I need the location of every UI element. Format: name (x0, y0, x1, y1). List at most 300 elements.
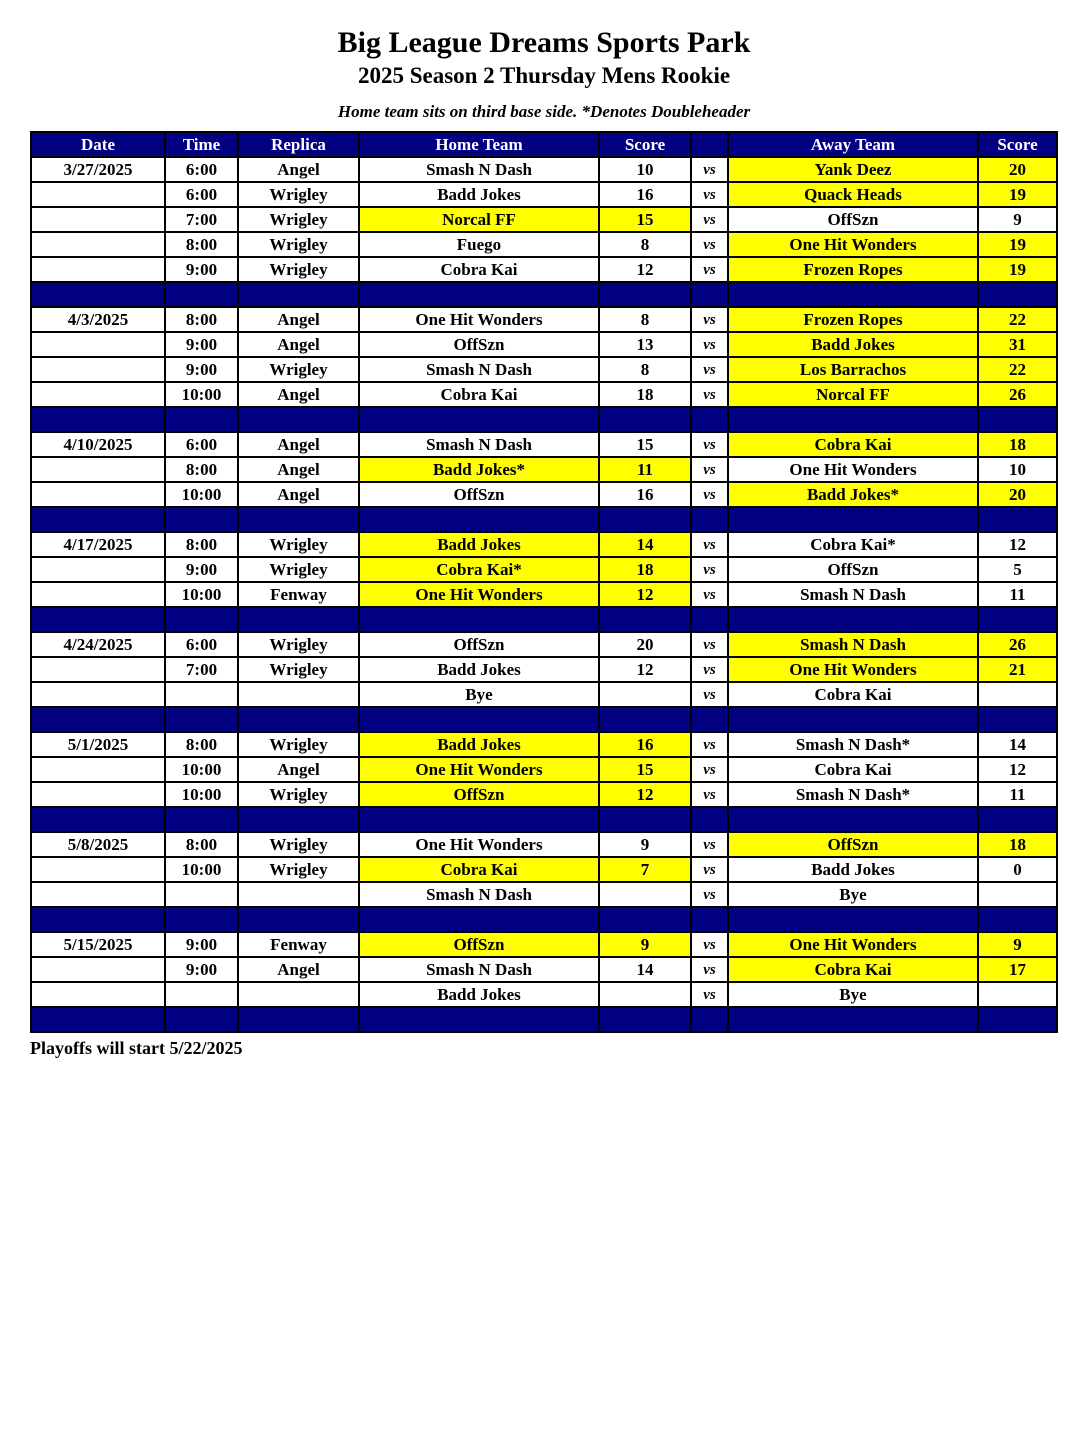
time-cell (165, 882, 238, 907)
away-team-cell: One Hit Wonders (728, 932, 978, 957)
header-replica: Replica (238, 132, 359, 157)
home-score-cell: 18 (599, 557, 691, 582)
separator-cell (31, 807, 165, 832)
vs-cell: vs (691, 257, 728, 282)
header-vs (691, 132, 728, 157)
away-team-cell: One Hit Wonders (728, 232, 978, 257)
date-cell (31, 482, 165, 507)
game-row (31, 157, 1057, 182)
vs-cell: vs (691, 657, 728, 682)
home-team-cell: OffSzn (359, 632, 599, 657)
time-cell: 8:00 (165, 732, 238, 757)
separator-cell (238, 1007, 359, 1032)
separator-cell (599, 407, 691, 432)
game-row (31, 307, 1057, 332)
date-cell (31, 182, 165, 207)
game-row (31, 932, 1057, 957)
time-cell (165, 982, 238, 1007)
time-cell: 10:00 (165, 857, 238, 882)
page-subtitle: 2025 Season 2 Thursday Mens Rookie (357, 63, 731, 88)
vs-cell: vs (691, 582, 728, 607)
time-cell: 10:00 (165, 382, 238, 407)
date-cell (31, 682, 165, 707)
away-score-cell: 20 (978, 157, 1057, 182)
time-cell: 6:00 (165, 432, 238, 457)
date-cell (31, 982, 165, 1007)
replica-cell: Angel (238, 432, 359, 457)
away-team-cell: Bye (728, 982, 978, 1007)
separator-cell (599, 282, 691, 307)
vs-cell: vs (691, 757, 728, 782)
home-team-cell: One Hit Wonders (359, 307, 599, 332)
replica-cell: Angel (238, 757, 359, 782)
separator-cell (359, 1007, 599, 1032)
replica-cell: Fenway (238, 932, 359, 957)
date-cell: 3/27/2025 (31, 157, 165, 182)
game-row (31, 557, 1057, 582)
separator-cell (359, 807, 599, 832)
home-team-cell: One Hit Wonders (359, 582, 599, 607)
separator-cell (359, 607, 599, 632)
header-home-score: Score (599, 132, 691, 157)
home-team-cell: Badd Jokes (359, 657, 599, 682)
away-score-cell (978, 982, 1057, 1007)
separator-cell (599, 907, 691, 932)
separator-cell (31, 707, 165, 732)
separator-cell (691, 807, 728, 832)
away-score-cell: 31 (978, 332, 1057, 357)
date-cell (31, 457, 165, 482)
vs-cell: vs (691, 432, 728, 457)
separator-cell (31, 282, 165, 307)
replica-cell: Wrigley (238, 782, 359, 807)
vs-cell: vs (691, 857, 728, 882)
away-score-cell: 9 (978, 207, 1057, 232)
away-score-cell: 19 (978, 232, 1057, 257)
separator-cell (978, 507, 1057, 532)
home-team-cell: Badd Jokes (359, 982, 599, 1007)
separator-cell (165, 707, 238, 732)
separator-cell (31, 1007, 165, 1032)
vs-cell: vs (691, 182, 728, 207)
away-team-cell: Cobra Kai (728, 432, 978, 457)
replica-cell: Wrigley (238, 557, 359, 582)
game-row (31, 232, 1057, 257)
away-team-cell: Frozen Ropes (728, 307, 978, 332)
home-team-cell: Badd Jokes (359, 732, 599, 757)
away-score-cell: 19 (978, 182, 1057, 207)
header-home-team: Home Team (359, 132, 599, 157)
time-cell: 6:00 (165, 182, 238, 207)
vs-cell: vs (691, 357, 728, 382)
replica-cell (238, 682, 359, 707)
home-score-cell: 16 (599, 732, 691, 757)
separator-cell (359, 407, 599, 432)
away-team-cell: OffSzn (728, 557, 978, 582)
game-row (31, 857, 1057, 882)
separator-cell (728, 407, 978, 432)
home-team-cell: Smash N Dash (359, 357, 599, 382)
separator-row (31, 507, 1057, 532)
away-team-cell: Badd Jokes (728, 332, 978, 357)
away-team-cell: Cobra Kai (728, 957, 978, 982)
home-score-cell: 13 (599, 332, 691, 357)
separator-cell (165, 282, 238, 307)
time-cell: 8:00 (165, 832, 238, 857)
date-cell: 4/24/2025 (31, 632, 165, 657)
home-score-cell: 14 (599, 957, 691, 982)
replica-cell: Angel (238, 957, 359, 982)
home-team-cell: Cobra Kai* (359, 557, 599, 582)
replica-cell: Wrigley (238, 182, 359, 207)
home-score-cell: 8 (599, 357, 691, 382)
home-score-cell: 8 (599, 232, 691, 257)
time-cell: 10:00 (165, 782, 238, 807)
separator-cell (978, 282, 1057, 307)
vs-cell: vs (691, 382, 728, 407)
separator-cell (359, 507, 599, 532)
home-score-cell: 12 (599, 782, 691, 807)
date-cell (31, 257, 165, 282)
separator-cell (691, 1007, 728, 1032)
home-team-cell: OffSzn (359, 332, 599, 357)
date-cell: 5/1/2025 (31, 732, 165, 757)
separator-cell (165, 407, 238, 432)
away-score-cell: 19 (978, 257, 1057, 282)
vs-cell: vs (691, 332, 728, 357)
date-cell (31, 882, 165, 907)
replica-cell: Angel (238, 157, 359, 182)
schedule-page (0, 26, 1088, 1059)
replica-cell: Wrigley (238, 357, 359, 382)
home-score-cell: 15 (599, 432, 691, 457)
home-score-cell: 12 (599, 257, 691, 282)
replica-cell: Wrigley (238, 732, 359, 757)
away-team-cell: Badd Jokes (728, 857, 978, 882)
home-score-cell (599, 982, 691, 1007)
away-score-cell: 11 (978, 782, 1057, 807)
home-team-cell: One Hit Wonders (359, 757, 599, 782)
date-cell (31, 957, 165, 982)
away-score-cell: 22 (978, 357, 1057, 382)
replica-cell: Angel (238, 382, 359, 407)
separator-row (31, 282, 1057, 307)
home-score-cell: 16 (599, 482, 691, 507)
game-row (31, 782, 1057, 807)
separator-cell (728, 282, 978, 307)
vs-cell: vs (691, 207, 728, 232)
home-score-cell: 18 (599, 382, 691, 407)
away-score-cell: 14 (978, 732, 1057, 757)
vs-cell: vs (691, 157, 728, 182)
away-team-cell: Bye (728, 882, 978, 907)
vs-cell: vs (691, 232, 728, 257)
time-cell: 9:00 (165, 257, 238, 282)
separator-row (31, 1007, 1057, 1032)
vs-cell: vs (691, 557, 728, 582)
replica-cell: Wrigley (238, 657, 359, 682)
game-row (31, 457, 1057, 482)
away-score-cell: 12 (978, 532, 1057, 557)
away-score-cell: 17 (978, 957, 1057, 982)
away-score-cell: 26 (978, 632, 1057, 657)
separator-cell (165, 607, 238, 632)
home-score-cell: 15 (599, 207, 691, 232)
vs-cell: vs (691, 782, 728, 807)
separator-cell (691, 907, 728, 932)
home-team-cell: Smash N Dash (359, 957, 599, 982)
time-cell: 9:00 (165, 557, 238, 582)
separator-cell (599, 707, 691, 732)
game-row (31, 482, 1057, 507)
separator-row (31, 907, 1057, 932)
separator-cell (728, 607, 978, 632)
home-team-cell: OffSzn (359, 782, 599, 807)
home-team-cell: Badd Jokes (359, 532, 599, 557)
game-row (31, 757, 1057, 782)
separator-cell (238, 607, 359, 632)
time-cell: 8:00 (165, 232, 238, 257)
game-row (31, 257, 1057, 282)
game-row (31, 582, 1057, 607)
time-cell: 9:00 (165, 357, 238, 382)
time-cell: 10:00 (165, 482, 238, 507)
separator-cell (165, 507, 238, 532)
away-score-cell: 0 (978, 857, 1057, 882)
separator-cell (599, 807, 691, 832)
game-row (31, 982, 1057, 1007)
vs-cell: vs (691, 682, 728, 707)
schedule-note: Home team sits on third base side. *Denotes Doubleheader (337, 102, 751, 122)
vs-cell: vs (691, 882, 728, 907)
header-date: Date (31, 132, 165, 157)
home-score-cell: 10 (599, 157, 691, 182)
schedule-table (30, 131, 1058, 1033)
away-team-cell: Cobra Kai (728, 757, 978, 782)
date-cell (31, 857, 165, 882)
separator-cell (165, 907, 238, 932)
away-team-cell: Los Barrachos (728, 357, 978, 382)
separator-cell (165, 807, 238, 832)
vs-cell: vs (691, 732, 728, 757)
time-cell: 7:00 (165, 207, 238, 232)
replica-cell: Wrigley (238, 232, 359, 257)
home-score-cell (599, 682, 691, 707)
away-score-cell: 20 (978, 482, 1057, 507)
replica-cell: Angel (238, 307, 359, 332)
separator-cell (238, 707, 359, 732)
separator-row (31, 407, 1057, 432)
vs-cell: vs (691, 632, 728, 657)
vs-cell: vs (691, 982, 728, 1007)
separator-cell (165, 1007, 238, 1032)
separator-cell (238, 907, 359, 932)
replica-cell (238, 982, 359, 1007)
away-score-cell: 12 (978, 757, 1057, 782)
date-cell: 5/15/2025 (31, 932, 165, 957)
separator-cell (728, 907, 978, 932)
home-team-cell: Smash N Dash (359, 882, 599, 907)
separator-cell (238, 407, 359, 432)
date-cell (31, 357, 165, 382)
home-team-cell: One Hit Wonders (359, 832, 599, 857)
replica-cell: Angel (238, 332, 359, 357)
away-score-cell (978, 882, 1057, 907)
date-cell (31, 657, 165, 682)
away-team-cell: Smash N Dash* (728, 732, 978, 757)
away-score-cell (978, 682, 1057, 707)
time-cell: 10:00 (165, 582, 238, 607)
separator-cell (359, 707, 599, 732)
home-team-cell: Cobra Kai (359, 382, 599, 407)
game-row (31, 682, 1057, 707)
separator-cell (978, 807, 1057, 832)
game-row (31, 732, 1057, 757)
separator-cell (31, 907, 165, 932)
date-cell (31, 782, 165, 807)
separator-cell (691, 607, 728, 632)
replica-cell: Fenway (238, 582, 359, 607)
home-team-cell: Cobra Kai (359, 857, 599, 882)
date-cell: 4/10/2025 (31, 432, 165, 457)
game-row (31, 832, 1057, 857)
replica-cell: Wrigley (238, 832, 359, 857)
date-cell: 4/3/2025 (31, 307, 165, 332)
home-score-cell: 11 (599, 457, 691, 482)
game-row (31, 332, 1057, 357)
game-row (31, 432, 1057, 457)
time-cell: 7:00 (165, 657, 238, 682)
away-team-cell: Quack Heads (728, 182, 978, 207)
separator-cell (691, 407, 728, 432)
header-away-score: Score (978, 132, 1057, 157)
separator-cell (978, 1007, 1057, 1032)
replica-cell: Wrigley (238, 207, 359, 232)
separator-cell (599, 1007, 691, 1032)
vs-cell: vs (691, 957, 728, 982)
away-team-cell: Badd Jokes* (728, 482, 978, 507)
home-team-cell: Badd Jokes (359, 182, 599, 207)
vs-cell: vs (691, 482, 728, 507)
game-row (31, 357, 1057, 382)
separator-cell (978, 907, 1057, 932)
home-team-cell: OffSzn (359, 932, 599, 957)
away-score-cell: 22 (978, 307, 1057, 332)
separator-cell (728, 807, 978, 832)
away-score-cell: 5 (978, 557, 1057, 582)
home-team-cell: Smash N Dash (359, 432, 599, 457)
game-row (31, 182, 1057, 207)
time-cell: 6:00 (165, 157, 238, 182)
separator-row (31, 607, 1057, 632)
away-team-cell: One Hit Wonders (728, 457, 978, 482)
separator-cell (978, 407, 1057, 432)
home-score-cell: 15 (599, 757, 691, 782)
home-score-cell: 20 (599, 632, 691, 657)
time-cell: 10:00 (165, 757, 238, 782)
time-cell (165, 682, 238, 707)
game-row (31, 207, 1057, 232)
separator-cell (238, 282, 359, 307)
separator-row (31, 707, 1057, 732)
home-team-cell: Bye (359, 682, 599, 707)
separator-cell (238, 807, 359, 832)
separator-cell (31, 607, 165, 632)
date-cell (31, 232, 165, 257)
separator-cell (31, 507, 165, 532)
separator-cell (359, 907, 599, 932)
time-cell: 8:00 (165, 457, 238, 482)
game-row (31, 632, 1057, 657)
away-team-cell: Smash N Dash (728, 632, 978, 657)
time-cell: 6:00 (165, 632, 238, 657)
time-cell: 8:00 (165, 307, 238, 332)
separator-cell (238, 507, 359, 532)
home-score-cell: 8 (599, 307, 691, 332)
separator-cell (978, 607, 1057, 632)
home-team-cell: Fuego (359, 232, 599, 257)
home-team-cell: Norcal FF (359, 207, 599, 232)
separator-cell (728, 1007, 978, 1032)
header-row (31, 132, 1057, 157)
home-score-cell: 12 (599, 657, 691, 682)
home-score-cell: 12 (599, 582, 691, 607)
away-score-cell: 18 (978, 832, 1057, 857)
vs-cell: vs (691, 457, 728, 482)
game-row (31, 957, 1057, 982)
away-score-cell: 11 (978, 582, 1057, 607)
away-team-cell: Cobra Kai (728, 682, 978, 707)
separator-cell (31, 407, 165, 432)
away-score-cell: 26 (978, 382, 1057, 407)
home-score-cell: 7 (599, 857, 691, 882)
date-cell: 4/17/2025 (31, 532, 165, 557)
away-team-cell: Frozen Ropes (728, 257, 978, 282)
away-team-cell: Smash N Dash (728, 582, 978, 607)
home-team-cell: Badd Jokes* (359, 457, 599, 482)
time-cell: 8:00 (165, 532, 238, 557)
page-title: Big League Dreams Sports Park (337, 26, 751, 59)
game-row (31, 532, 1057, 557)
home-team-cell: OffSzn (359, 482, 599, 507)
header-time: Time (165, 132, 238, 157)
away-team-cell: Cobra Kai* (728, 532, 978, 557)
replica-cell: Angel (238, 457, 359, 482)
separator-cell (691, 507, 728, 532)
separator-cell (978, 707, 1057, 732)
home-score-cell (599, 882, 691, 907)
date-cell (31, 207, 165, 232)
away-team-cell: Norcal FF (728, 382, 978, 407)
separator-cell (728, 707, 978, 732)
date-cell (31, 332, 165, 357)
vs-cell: vs (691, 532, 728, 557)
separator-cell (728, 507, 978, 532)
date-cell (31, 382, 165, 407)
game-row (31, 882, 1057, 907)
separator-cell (599, 607, 691, 632)
time-cell: 9:00 (165, 932, 238, 957)
away-team-cell: One Hit Wonders (728, 657, 978, 682)
separator-cell (599, 507, 691, 532)
away-team-cell: Yank Deez (728, 157, 978, 182)
home-team-cell: Smash N Dash (359, 157, 599, 182)
date-cell (31, 557, 165, 582)
home-score-cell: 9 (599, 832, 691, 857)
away-score-cell: 18 (978, 432, 1057, 457)
home-team-cell: Cobra Kai (359, 257, 599, 282)
away-team-cell: OffSzn (728, 207, 978, 232)
